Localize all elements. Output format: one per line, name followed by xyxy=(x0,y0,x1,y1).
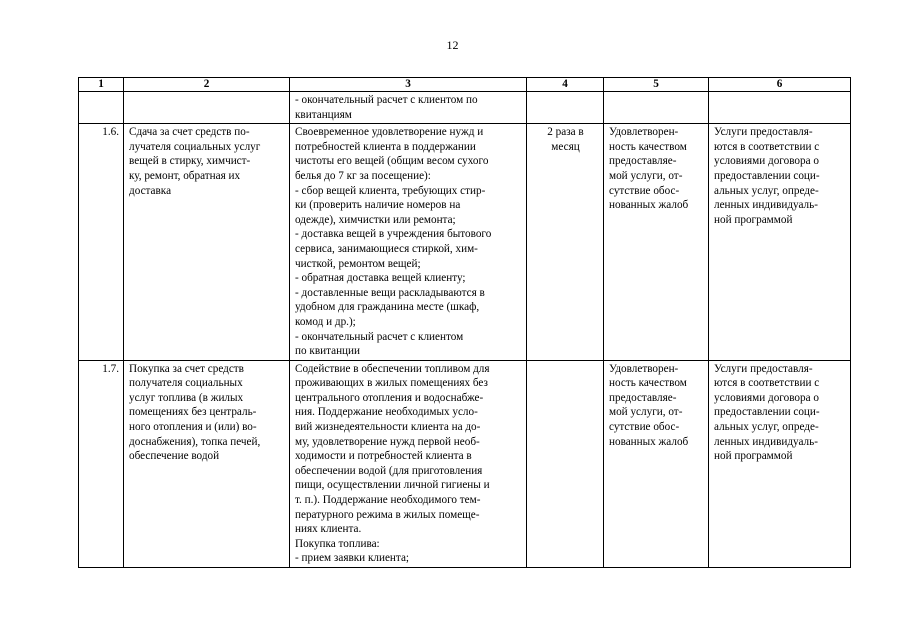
cell-line: Удовлетворен- xyxy=(609,126,679,139)
cell-line: получателя социальных xyxy=(129,377,243,390)
cell-description xyxy=(290,92,527,124)
cell-line: Содействие в обеспечении топливом для xyxy=(295,362,490,375)
cell-line: альных услуг, опреде- xyxy=(714,184,819,197)
cell-line: ность качеством xyxy=(609,140,687,153)
cell-line: - обратная доставка вещей клиенту; xyxy=(295,272,466,285)
cell-line: ются в соответствии с xyxy=(714,377,820,390)
cell-line: условиями договора о xyxy=(714,391,819,404)
cell-line: - доставка вещей в учреждения бытового xyxy=(295,228,492,241)
cell-line: сервиса, занимающиеся стиркой, хим- xyxy=(295,242,478,255)
cell-description xyxy=(290,124,527,361)
cell-line: предоставляе- xyxy=(609,391,677,404)
cell-line: нованных жалоб xyxy=(609,435,689,448)
cell-line: альных услуг, опреде- xyxy=(714,421,819,434)
cell-service-name xyxy=(124,92,290,124)
table-header-row xyxy=(79,78,851,92)
cell-line: квитанциям xyxy=(295,108,352,121)
cell-line: обеспечение водой xyxy=(129,450,220,463)
cell-quality xyxy=(604,360,709,567)
cell-line: Своевременное удовлетворение нужд и xyxy=(295,126,484,139)
cell-line: - доставленные вещи раскладываются в xyxy=(295,286,485,299)
cell-line: ку, ремонт, обратная их xyxy=(129,169,241,182)
cell-line: Сдача за счет средств по- xyxy=(129,126,250,139)
cell-line: вий жизнедеятельности клиента на до- xyxy=(295,421,481,434)
cell-line: удобном для гражданина месте (шкаф, xyxy=(295,301,480,314)
cell-frequency xyxy=(527,360,604,567)
cell-line: т. п.). Поддержание необходимого тем- xyxy=(295,494,481,507)
cell-line: Покупка за счет средств xyxy=(129,362,244,375)
cell-line: доставка xyxy=(129,184,172,197)
cell-number: 1.7. xyxy=(79,360,124,567)
cell-line: предоставляе- xyxy=(609,155,677,168)
cell-frequency xyxy=(527,92,604,124)
cell-line: - прием заявки клиента; xyxy=(295,552,410,565)
cell-line: чистоты его вещей (общим весом сухого xyxy=(295,155,489,168)
header-col-2: 2 xyxy=(124,78,290,92)
cell-line: обеспечении водой (для приготовления xyxy=(295,464,483,477)
cell-line: - окончательный расчет с клиентом по xyxy=(295,94,478,106)
cell-line: ниях клиента. xyxy=(295,523,362,536)
page-number: 12 xyxy=(446,38,459,52)
cell-line: - сбор вещей клиента, требующих стир- xyxy=(295,184,486,197)
cell-line: пищи, осуществлении личной гигиены и xyxy=(295,479,490,492)
cell-line: Удовлетворен- xyxy=(609,362,679,375)
cell-line: сутствие обос- xyxy=(609,184,680,197)
cell-conditions xyxy=(709,92,851,124)
cell-line: ходимости и потребностей клиента в xyxy=(295,450,472,463)
cell-line: потребностей клиента в поддержании xyxy=(295,140,476,153)
cell-line: ленных индивидуаль- xyxy=(714,435,818,448)
cell-line: предоставлении соци- xyxy=(714,406,820,419)
cell-quality xyxy=(604,92,709,124)
cell-number xyxy=(79,92,124,124)
cell-description xyxy=(290,360,527,567)
table-row xyxy=(79,124,851,361)
header-col-6: 6 xyxy=(709,78,851,92)
cell-line: сутствие обос- xyxy=(609,421,680,434)
cell-line: - окончательный расчет с клиентом xyxy=(295,330,464,343)
cell-line: пературного режима в жилых помеще- xyxy=(295,508,480,521)
cell-line: мой услуги, от- xyxy=(609,406,683,419)
cell-line: комод и др.); xyxy=(295,315,356,328)
cell-line: доснабжения), топка печей, xyxy=(129,435,261,448)
cell-line: ность качеством xyxy=(609,377,687,390)
cell-line: месяц xyxy=(551,140,580,153)
cell-conditions xyxy=(709,360,851,567)
cell-line: по квитанции xyxy=(295,345,361,358)
table-row xyxy=(79,360,851,567)
cell-line: условиями договора о xyxy=(714,155,819,168)
cell-line: ной программой xyxy=(714,213,793,226)
cell-line: чисткой, ремонтом вещей; xyxy=(295,257,421,270)
cell-line: помещениях без централь- xyxy=(129,406,257,419)
header-col-1: 1 xyxy=(79,78,124,92)
cell-line: лучателя социальных услуг xyxy=(129,140,261,153)
cell-line: ются в соответствии с xyxy=(714,140,820,153)
cell-line: проживающих в жилых помещениях без xyxy=(295,377,488,390)
cell-line: вещей в стирку, химчист- xyxy=(129,155,251,168)
header-col-3: 3 xyxy=(290,78,527,92)
cell-service-name xyxy=(124,124,290,361)
cell-line: Услуги предоставля- xyxy=(714,126,813,139)
cell-line: мой услуги, от- xyxy=(609,169,683,182)
cell-line: предоставлении соци- xyxy=(714,169,820,182)
table-row xyxy=(79,92,851,124)
cell-line: 2 раза в xyxy=(547,126,584,139)
cell-line: нованных жалоб xyxy=(609,199,689,212)
cell-line: му, удовлетворение нужд первой необ- xyxy=(295,435,480,448)
cell-line: центрального отопления и водоснабже- xyxy=(295,391,484,404)
cell-line: ной программой xyxy=(714,450,793,463)
cell-conditions xyxy=(709,124,851,361)
cell-quality xyxy=(604,124,709,361)
cell-line: ки (проверить наличие номеров на xyxy=(295,199,461,212)
cell-line: услуг топлива (в жилых xyxy=(129,391,244,404)
cell-line: одежде), химчистки или ремонта; xyxy=(295,213,456,226)
cell-service-name xyxy=(124,360,290,567)
cell-line: ного отопления и (или) во- xyxy=(129,421,257,434)
cell-line: белья до 7 кг за посещение): xyxy=(295,169,431,182)
services-table xyxy=(78,77,851,568)
header-col-5: 5 xyxy=(604,78,709,92)
cell-frequency xyxy=(527,124,604,361)
cell-number: 1.6. xyxy=(79,124,124,361)
cell-line: ленных индивидуаль- xyxy=(714,199,818,212)
cell-line: Покупка топлива: xyxy=(295,537,380,550)
cell-line: Услуги предоставля- xyxy=(714,362,813,375)
cell-line: ния. Поддержание необходимых усло- xyxy=(295,406,478,419)
header-col-4: 4 xyxy=(527,78,604,92)
